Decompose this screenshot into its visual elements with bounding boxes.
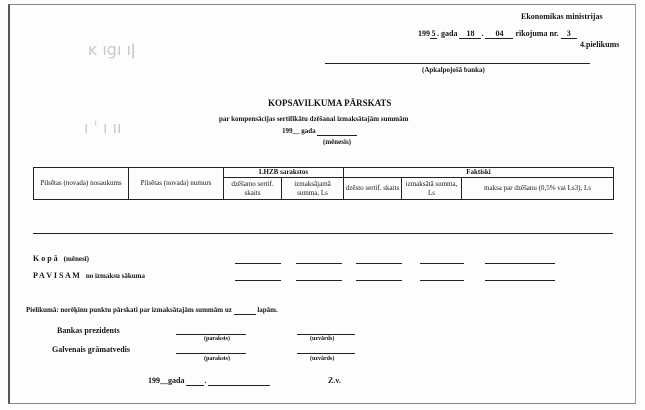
total-overall-blank (485, 280, 555, 281)
attachment-note-text: Pielikumā: norēķinu punktu pārskati par izmaksātajām summām uz (26, 306, 232, 314)
report-period (282, 127, 357, 136)
col-certs-cancelled: dzēsto sertif. skaits (344, 178, 402, 200)
sign-date: 199__gada . (148, 376, 270, 386)
total-overall-label: P A V I S A M (33, 271, 80, 280)
order-word: rīkojuma nr. (515, 29, 559, 38)
total-month-label: K o p ā (33, 254, 58, 263)
president-label: Bankas prezidents (57, 326, 120, 335)
period-year-prefix: 199__ gada (282, 127, 316, 135)
order-year-digit: 5 (431, 29, 436, 38)
order-year-prefix: 199 (418, 29, 430, 38)
bleed-through-mark: ĸ ıgı ıǀ (88, 40, 136, 59)
total-month-note: (mēnesī) (63, 255, 89, 263)
accountant-name-line (297, 353, 355, 354)
accountant-signature-line (176, 353, 246, 354)
ministry-label: Ekonomikas ministrijas (521, 12, 603, 21)
order-number: 3 (561, 29, 577, 39)
col-city-number: Pilsētas (novada) numurs (129, 168, 224, 200)
total-overall-blank (420, 280, 464, 281)
order-gada-word: gada (441, 29, 458, 38)
bank-caption: (Apkalpojošā banka) (422, 66, 485, 74)
accountant-label: Galvenais grāmatvedis (52, 345, 130, 354)
total-month-blank (296, 263, 342, 264)
total-overall-blank (235, 280, 281, 281)
group-lhzb: LHZB sarakstos (224, 168, 344, 178)
total-overall-blank (356, 280, 402, 281)
stamp-place: Z.v. (328, 376, 341, 385)
col-cancellation-fee: maksa par dzēšanu (0,5% vai Ls3), Ls (462, 178, 614, 200)
appendix-label: 4.pielikums (580, 40, 620, 49)
month-caption: (mēnesis) (323, 138, 351, 146)
total-month-blank (485, 263, 555, 264)
bank-name-line (325, 63, 590, 64)
president-name-line (297, 334, 355, 335)
total-overall-blank (296, 280, 342, 281)
order-day: 18 (459, 29, 481, 39)
table-bottom-rule (33, 233, 613, 234)
col-amount-payable: izmaksājamā summa, Ls (282, 178, 344, 200)
order-month: 04 (485, 29, 513, 39)
total-overall-note: no izmaksu sākuma (85, 272, 145, 280)
sign-date-prefix: 199__gada (148, 376, 185, 385)
order-line: 199 5 . gada 18 . 04 rīkojuma nr. 3 (418, 29, 577, 39)
president-name-caption: (uzvārds) (310, 336, 335, 342)
total-month-blank (235, 263, 281, 264)
president-signature-caption: (paraksts) (204, 336, 231, 342)
total-month-blank (420, 263, 464, 264)
accountant-signature-caption: (paraksts) (204, 356, 231, 362)
total-month-blank (356, 263, 402, 264)
page-frame (8, 4, 636, 404)
total-month-row (33, 254, 89, 263)
president-signature-line (176, 334, 246, 335)
col-amount-paid: izmaksātā summa, Ls (402, 178, 462, 200)
bleed-through-mark: ı ˈ ı ıı (84, 118, 122, 137)
group-actual: Faktiski (344, 168, 614, 178)
report-subtitle: par kompensācijas sertifikātu dzēšanai izmaksātajām summām (219, 115, 409, 123)
col-city-name: Pilsētas (novada) nosaukums (34, 168, 129, 200)
report-table-header (33, 167, 614, 200)
attachment-note (26, 306, 278, 315)
report-title: KOPSAVILKUMA PĀRSKATS (268, 98, 392, 108)
accountant-name-caption: (uzvārds) (310, 356, 335, 362)
col-certs-to-cancel: dzēšamo sertif. skaits (224, 178, 282, 200)
attachment-note-suffix: lapām. (257, 306, 278, 314)
total-overall-row (33, 271, 145, 280)
